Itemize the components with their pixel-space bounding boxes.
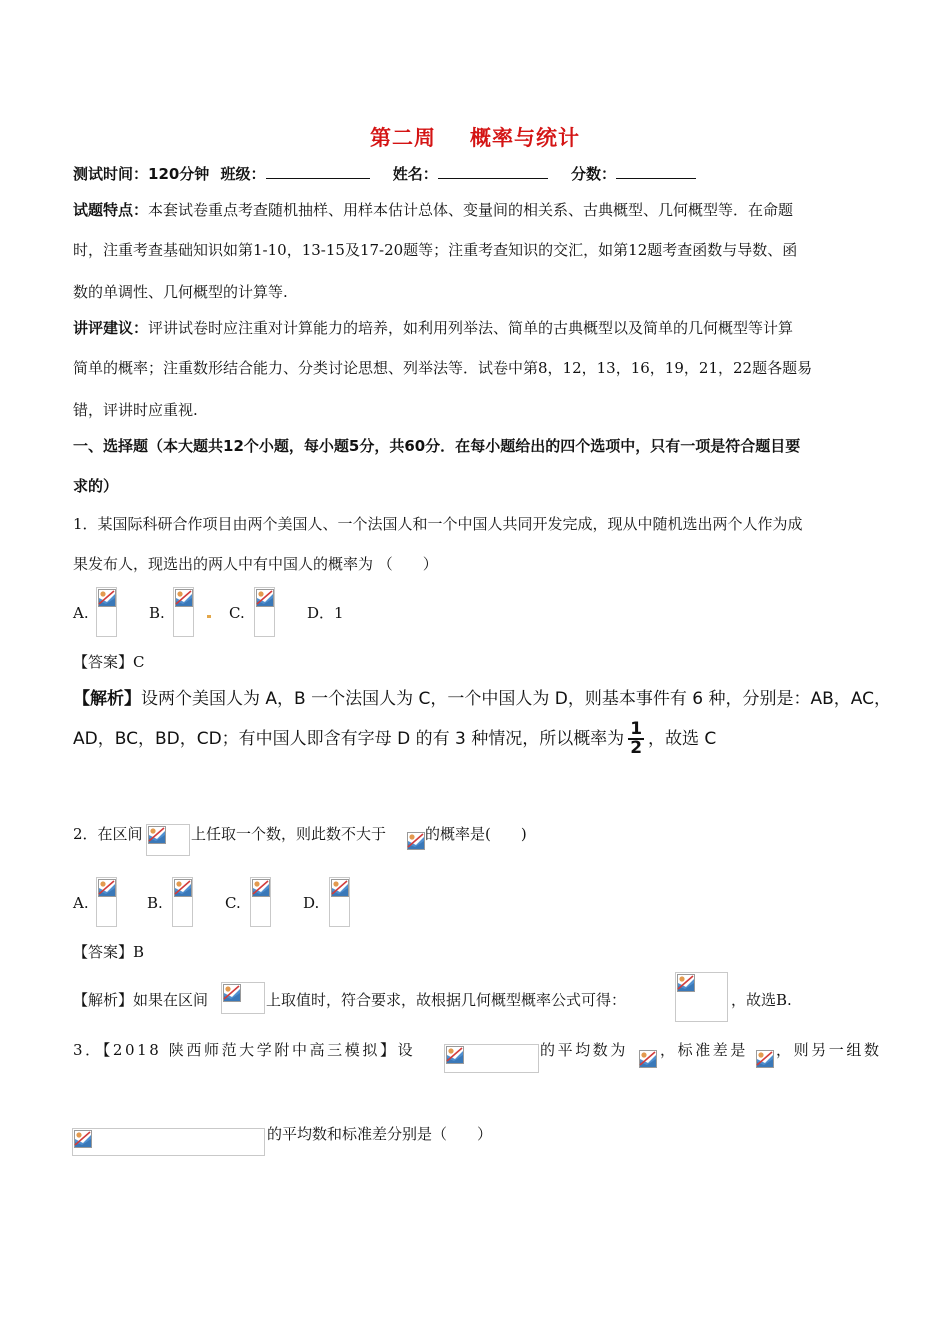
advice-line-3: 错，评讲时应重视. [73,401,198,419]
q3-stem-line-2: 的平均数和标准差分别是（ ） [267,1125,493,1143]
score-blank [616,164,696,179]
q1-analysis-line-2: AD，BC，BD，CD；有中国人即含有字母 D 的有 3 种情况，所以概率为 $\frac{1}{2}$ ，故选 C [73,719,717,758]
class-blank [266,164,370,179]
broken-image-icon [446,1046,464,1064]
q2-option-d-image [329,877,350,927]
broken-image-icon [756,1050,774,1068]
broken-image-icon [174,879,192,897]
q1-analysis-line-1: 【解析】设两个美国人为 A，B 一个法国人为 C，一个中国人为 D，则基本事件有 6 种，分别是：AB，AC， [73,689,891,709]
q1-option-b-label: B. [149,604,165,622]
fraction-one-half: $\frac{1}{2}$ [630,719,643,758]
broken-image-icon [252,879,270,897]
q1-option-a-label: A. [73,604,89,622]
broken-image-icon [256,589,274,607]
q1-stem-line-1: 1．某国际科研合作项目由两个美国人、一个法国人和一个中国人共同开发完成，现从中随机选出两个人作为成 [73,515,803,533]
q1-option-c-label: C. [229,604,245,622]
q2-answer: 【答案】B [73,943,145,961]
features-line-2: 时，注重考查基础知识如第1-10，13-15及17-20题等；注重考查知识的交汇，如第12题考查函数与导数、函 [73,241,798,259]
features-line-1: 试题特点：本套试卷重点考查随机抽样、用样本估计总体、变量间的相关系、古典概型、几何概型等．在命题 [73,201,794,219]
q2-stem-a: 2．在区间 [73,825,143,843]
advice-line-2: 简单的概率；注重数形结合能力、分类讨论思想、列举法等．试卷中第8，12，13，16，19，21，22题各题易 [73,359,813,377]
broken-image-icon [331,879,349,897]
q2-analysis-interval-image [221,982,265,1014]
q2-option-c-label: C. [225,894,241,912]
test-time-label: 测试时间：120分钟 [73,165,210,183]
broken-image-icon [74,1130,92,1148]
features-label: 试题特点： [73,201,149,219]
q2-option-b-label: B. [147,894,163,912]
q1-option-c-image [254,587,275,637]
q3-stem-d: ，则另一组数 [776,1041,882,1059]
name-blank [438,164,548,179]
section-heading-line-1: 一、选择题（本大题共12个小题，每小题5分，共60分．在每小题给出的四个选项中，只有一项是符合题目要 [73,437,801,455]
title-topic: 概率与统计 [470,126,580,150]
q2-option-a-label: A. [73,894,89,912]
broken-image-icon [677,974,695,992]
q3-stem-b: 的平均数为 [540,1041,629,1059]
q2-value-image [407,832,425,850]
broken-image-icon [639,1050,657,1068]
q2-option-d-label: D. [303,894,320,912]
q2-stem-c: 的概率是( ) [425,825,527,843]
q3-new-dataset-image [72,1128,265,1156]
q3-mean-image [639,1050,657,1068]
q3-stddev-image [756,1050,774,1068]
q2-analysis-a: 【解析】如果在区间 [73,991,209,1009]
q3-stem-a: 3．【2018 陕西师范大学附中高三模拟】设 [73,1041,416,1059]
broken-image-icon [148,826,166,844]
q2-analysis-c: ，故选B. [731,991,792,1009]
q1-stem-line-2: 果发布人，现选出的两人中有中国人的概率为 （ ） [73,555,438,573]
q1-option-a-image [96,587,117,637]
q1-answer: 【答案】C [73,653,145,671]
q2-analysis-formula-image [675,972,728,1022]
test-info-line [73,164,696,184]
q3-stem-c: ，标准差是 [660,1041,749,1059]
q2-option-b-image [172,877,193,927]
advice-label: 讲评建议： [73,319,149,337]
broken-image-icon [223,984,241,1002]
q1-option-b-image [173,587,194,637]
score-label: 分数： [571,165,617,183]
page-title [0,122,950,152]
q2-option-c-image [250,877,271,927]
q1-analysis-label: 【解析】 [73,689,141,709]
q1-option-d: D．1 [307,604,344,622]
q2-option-a-image [96,877,117,927]
orange-dot-mark [207,615,211,618]
broken-image-icon [98,589,116,607]
section-heading-line-2: 求的） [73,477,119,495]
title-week: 第二周 [370,126,436,150]
name-label: 姓名： [392,165,438,183]
broken-image-icon [407,832,425,850]
broken-image-icon [175,589,193,607]
q2-analysis-b: 上取值时，符合要求，故根据几何概型概率公式可得： [266,991,627,1009]
q2-interval-image [146,824,190,856]
class-label: 班级： [220,165,266,183]
q3-dataset-image [444,1044,539,1073]
q2-stem-b: 上任取一个数，则此数不大于 [191,825,387,843]
advice-line-1: 讲评建议：评讲试卷时应注重对计算能力的培养，如利用列举法、简单的古典概型以及简单的几何概型等计算 [73,319,794,337]
broken-image-icon [98,879,116,897]
features-line-3: 数的单调性、几何概型的计算等. [73,283,288,301]
